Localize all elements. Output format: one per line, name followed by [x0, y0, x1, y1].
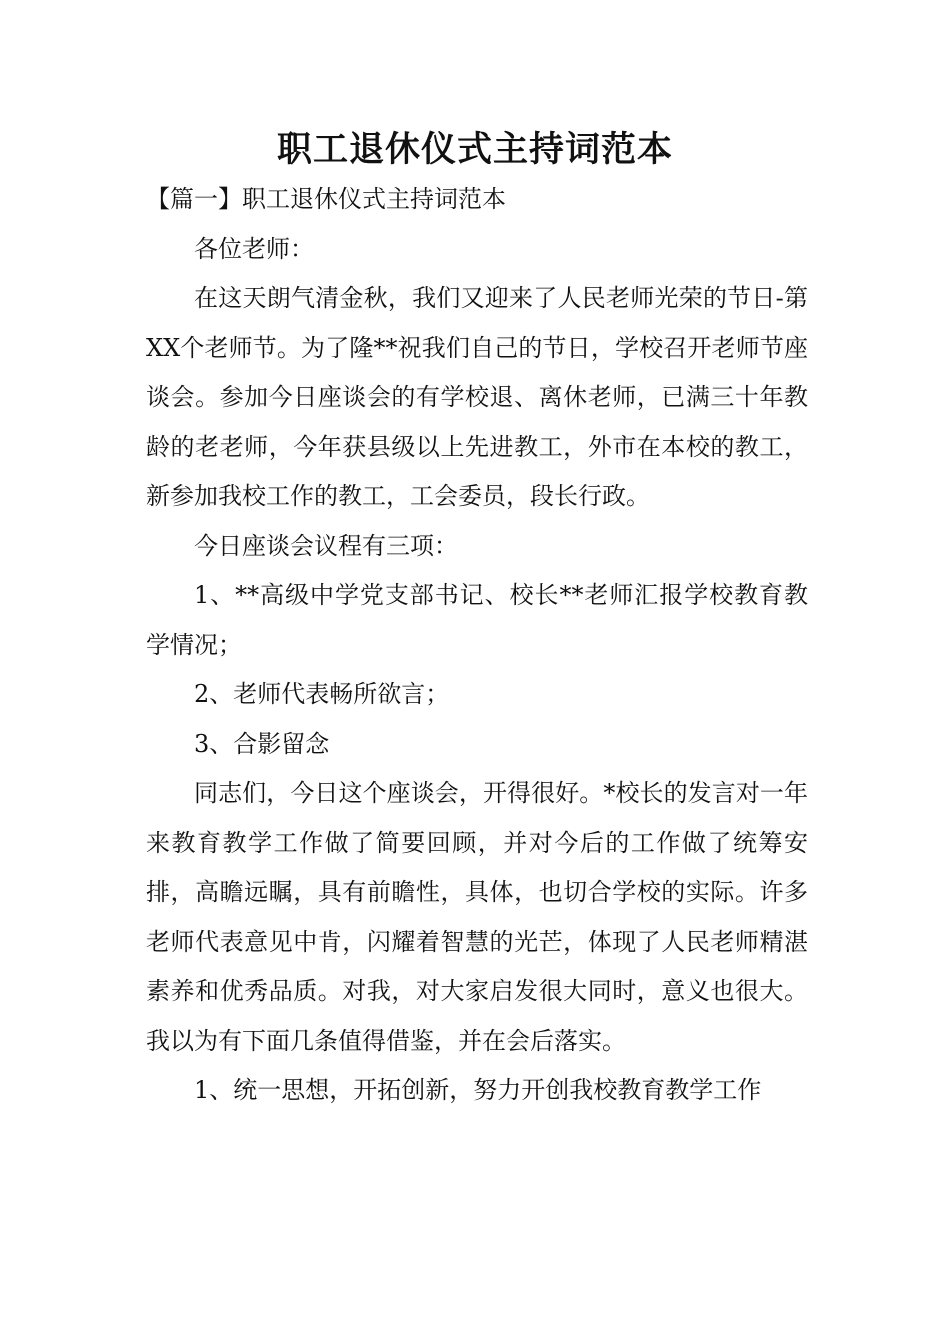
paragraph-summary: 同志们，今日这个座谈会，开得很好。*校长的发言对一年来教育教学工作做了简要回顾，并对今后的工作做了统筹安排，高瞻远瞩，具有前瞻性，具体，也切合学校的实际。许多老师代表意见中肯，闪耀着智慧的光芒，体现了人民老师精湛素养和优秀品质。对我，对大家启发很大同时，意义也很大。我以为有下面几条值得借鉴，并在会后落实。 — [146, 779, 808, 1055]
document-body — [146, 175, 808, 1116]
document-title: 职工退休仪式主持词范本 — [276, 130, 673, 170]
paragraph-agenda-item-1: 1、**高级中学党支部书记、校长**老师汇报学校教育教学情况； — [146, 581, 808, 659]
paragraph-agenda-item-2: 2、老师代表畅所欲言； — [194, 680, 450, 708]
paragraph-greeting: 各位老师： — [194, 234, 314, 263]
section-heading: 【篇一】职工退休仪式主持词范本 — [146, 185, 506, 213]
paragraph-point-1: 1、统一思想，开拓创新，努力开创我校教育教学工作 — [194, 1076, 762, 1104]
paragraph-intro: 在这天朗气清金秋，我们又迎来了人民老师光荣的节日-第XX个老师节。为了隆**祝我们自己的节日，学校召开老师节座谈会。参加今日座谈会的有学校退、离休老师，已满三十年教龄的老老师，今年获县级以上先进教工，外市在本校的教工，新参加我校工作的教工，工会委员，段长行政。 — [146, 284, 808, 510]
paragraph-agenda-item-3: 3、合影留念 — [194, 729, 330, 758]
paragraph-agenda-heading: 今日座谈会议程有三项： — [194, 531, 458, 560]
